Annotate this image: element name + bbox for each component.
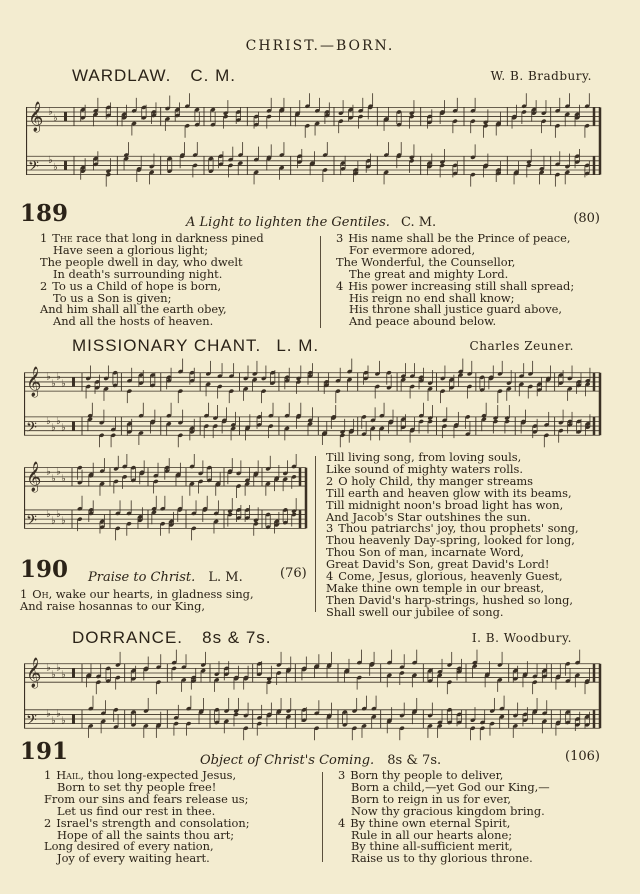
key-signature-flat: ♭: [61, 515, 66, 527]
stanza-number: 3: [336, 231, 344, 245]
time-signature: [64, 161, 67, 170]
verse-text: The people dwell in day, who dwelt: [40, 254, 243, 269]
verse-text: Till earth and heaven glow with its beams,: [326, 485, 572, 500]
tune-name: DORRANCE.: [72, 628, 184, 647]
verse-line: [326, 604, 579, 619]
running-head: CHRIST.—BORN.: [245, 38, 395, 54]
stanza-number: 4: [338, 815, 346, 830]
verse-text: Thou patriarchs' joy, thou prophets' song,: [338, 521, 579, 536]
hymn-title-line: [88, 566, 243, 585]
verse-text: And him shall all the earth obey,: [40, 302, 227, 317]
tune-composer: W. B. Bradbury.: [490, 69, 592, 83]
hymn-meter: 8s & 7s.: [387, 753, 442, 768]
music-notation: [26, 90, 602, 192]
verse-text: Thou heavenly Day-spring, looked for long,: [326, 533, 575, 548]
treble-clef: 𝄞: [28, 101, 44, 132]
hymn-title: A Light to lighten the Gentiles.: [186, 215, 390, 230]
stanza-number: 4: [336, 278, 344, 293]
hymn-number: 191: [20, 738, 69, 765]
verse-text: From our sins and fears release us;: [44, 791, 249, 806]
tune-meter: C. M.: [190, 66, 237, 85]
key-signature-flat: ♭: [56, 508, 61, 520]
hymn-title-line: [200, 749, 441, 768]
verse-line: [336, 316, 574, 328]
bass-clef: 𝄢: [26, 712, 37, 733]
key-signature-flat: ♭: [51, 378, 56, 390]
tune-heading: [72, 336, 574, 356]
key-signature-flat: ♭: [56, 371, 61, 383]
verse-text: wake our hearts, in gladness sing,: [52, 587, 254, 601]
treble-clef: 𝄞: [26, 658, 42, 689]
hymn-meter: C. M.: [400, 215, 437, 230]
music-notation: [24, 358, 602, 450]
key-signature-flat: ♭: [48, 155, 53, 167]
verse-text: Come, Jesus, glorious, heavenly Guest,: [338, 569, 563, 584]
time-signature: [64, 112, 67, 121]
verse-text: Rule in all our hearts alone;: [351, 827, 513, 842]
stanza-first-word: Oh,: [32, 587, 53, 601]
key-signature-flat: ♭: [56, 662, 61, 674]
key-signature-flat: ♭: [51, 515, 56, 527]
verse-text: And all the hosts of heaven.: [53, 314, 214, 329]
verse-line: [44, 853, 250, 865]
verses-right: [326, 452, 579, 619]
stanza-number: 3: [326, 521, 334, 536]
bass-clef: 𝄢: [26, 419, 37, 440]
verse-text: Long desired of every nation,: [44, 839, 214, 854]
verse-text: The great and mighty Lord.: [349, 266, 509, 281]
verse-text: Born to set thy people free!: [57, 779, 217, 794]
stanza-number: 1: [20, 587, 28, 601]
tune-composer: I. B. Woodbury.: [471, 631, 572, 645]
verse-text: Till living song, from loving souls,: [326, 450, 522, 464]
verse-text: Make thine own temple in our breast,: [326, 580, 545, 595]
key-signature-flat: ♭: [46, 415, 51, 427]
stanza-first-word: The: [52, 231, 73, 245]
key-signature-flat: ♭: [53, 113, 58, 125]
bass-clef: 𝄢: [26, 512, 37, 533]
hymn-number: 189: [20, 200, 69, 227]
column-divider: [315, 456, 316, 612]
hymn-title: Object of Christ's Coming.: [200, 753, 375, 768]
tune-heading: [72, 628, 572, 648]
hymn-reference: (80): [573, 211, 600, 226]
tune-meter: L. M.: [276, 336, 320, 355]
column-divider: [320, 236, 321, 328]
stanza-number: 4: [326, 569, 334, 584]
key-signature-flat: ♭: [51, 669, 56, 681]
tune-composer: Charles Zeuner.: [469, 339, 574, 353]
verse-text: Raise us to thy glorious throne.: [351, 851, 533, 866]
verse-text: By thine own eternal Spirit,: [350, 815, 511, 830]
verse-text: To us a Son is given;: [53, 290, 172, 305]
treble-clef: 𝄞: [26, 462, 42, 493]
verse-text: race that long in darkness pined: [72, 231, 264, 245]
verse-text: Till midnight noon's broad light has won,: [326, 497, 564, 512]
key-signature-flat: ♭: [46, 371, 51, 383]
music-score: [26, 90, 602, 192]
hymn-title: Praise to Christ.: [88, 570, 196, 585]
music-score-continued: [24, 454, 308, 542]
verse-text: thou long-expected Jesus,: [84, 768, 237, 782]
hymn-reference: (106): [565, 749, 600, 764]
key-signature-flat: ♭: [61, 422, 66, 434]
stanza-number: 3: [338, 768, 346, 782]
verse-text: Born a child,—yet God our King,—: [351, 779, 550, 794]
verse-text: Thou Son of man, incarnate Word,: [326, 545, 525, 560]
stanza-number: 1: [40, 231, 48, 245]
verses-right: [338, 770, 550, 865]
verse-text: His throne shall justice guard above,: [349, 302, 563, 317]
verse-text: Israel's strength and consolation;: [56, 815, 250, 830]
verse-text: And peace abound below.: [349, 314, 497, 329]
time-signature: [72, 421, 75, 430]
stanza-number: 2: [40, 278, 48, 293]
verse-text: His name shall be the Prince of peace,: [348, 231, 571, 245]
tune-name: MISSIONARY CHANT.: [72, 336, 262, 355]
verse-text: O holy Child, thy manger streams: [338, 473, 534, 488]
music-notation: [24, 648, 602, 744]
verse-line: [338, 853, 550, 865]
verse-text: By thine all-sufficient merit,: [351, 839, 513, 854]
music-score: [24, 648, 602, 744]
time-signature: [72, 668, 75, 677]
verse-text: Born thy people to deliver,: [350, 768, 504, 782]
verses-left: [44, 770, 250, 865]
verse-text: Great David's Son, great David's Lord!: [326, 557, 550, 572]
bass-clef: 𝄢: [28, 158, 39, 179]
key-signature-flat: ♭: [51, 422, 56, 434]
verses-right: [336, 233, 574, 328]
key-signature-flat: ♭: [46, 662, 51, 674]
key-signature-flat: ♭: [61, 473, 66, 485]
stanza-number: 2: [326, 473, 334, 488]
verse-line: [40, 316, 264, 328]
hymn-number: 190: [20, 556, 69, 583]
verse-text: The Wonderful, the Counsellor,: [336, 254, 516, 269]
music-score: [24, 358, 602, 450]
key-signature-flat: ♭: [51, 473, 56, 485]
treble-clef: 𝄞: [26, 367, 42, 398]
verse-text: In death's surrounding night.: [53, 266, 223, 281]
verse-text: And raise hosannas to our King,: [20, 598, 206, 613]
verse-text: And Jacob's Star outshines the sun.: [326, 509, 531, 524]
stanza-number: 1: [44, 768, 52, 782]
verses-left: [20, 589, 254, 613]
verse-text: His power increasing still shall spread;: [348, 278, 575, 293]
verse-text: To us a Child of hope is born,: [52, 278, 222, 293]
time-signature: [72, 377, 75, 386]
tune-name: WARDLAW.: [72, 66, 172, 85]
hymn-meter: L. M.: [208, 570, 243, 585]
key-signature-flat: ♭: [48, 106, 53, 118]
key-signature-flat: ♭: [56, 415, 61, 427]
verse-text: Let us find our rest in thee.: [57, 803, 216, 818]
verse-text: Then David's harp-strings, hushed so long,: [326, 592, 574, 607]
verse-text: Like sound of mighty waters rolls.: [326, 461, 523, 476]
verse-text: His reign no end shall know;: [349, 290, 515, 305]
column-divider: [322, 772, 323, 862]
verse-text: Shall swell our jubilee of song.: [326, 604, 504, 619]
tune-heading: [72, 66, 592, 86]
hymn-title-line: [186, 211, 436, 230]
verse-text: Now thy gracious kingdom bring.: [351, 803, 545, 818]
key-signature-flat: ♭: [46, 708, 51, 720]
key-signature-flat: ♭: [56, 466, 61, 478]
key-signature-flat: ♭: [61, 715, 66, 727]
verse-text: Have seen a glorious light;: [53, 242, 209, 257]
key-signature-flat: ♭: [46, 466, 51, 478]
key-signature-flat: ♭: [53, 162, 58, 174]
verse-line: [20, 598, 254, 613]
key-signature-flat: ♭: [61, 378, 66, 390]
tune-meter: 8s & 7s.: [202, 628, 272, 647]
verses-left: [40, 233, 264, 328]
verse-text: Born to reign in us for ever,: [351, 791, 512, 806]
key-signature-flat: ♭: [46, 508, 51, 520]
stanza-first-word: Hail,: [56, 768, 85, 782]
key-signature-flat: ♭: [61, 669, 66, 681]
verse-text: Joy of every waiting heart.: [57, 851, 210, 866]
hymn-reference: (76): [280, 566, 307, 581]
time-signature: [72, 714, 75, 723]
key-signature-flat: ♭: [56, 708, 61, 720]
key-signature-flat: ♭: [51, 715, 56, 727]
music-notation: [24, 454, 308, 542]
stanza-number: 2: [44, 815, 52, 830]
verse-text: Hope of all the saints thou art;: [57, 827, 235, 842]
verse-text: For evermore adored,: [349, 242, 476, 257]
